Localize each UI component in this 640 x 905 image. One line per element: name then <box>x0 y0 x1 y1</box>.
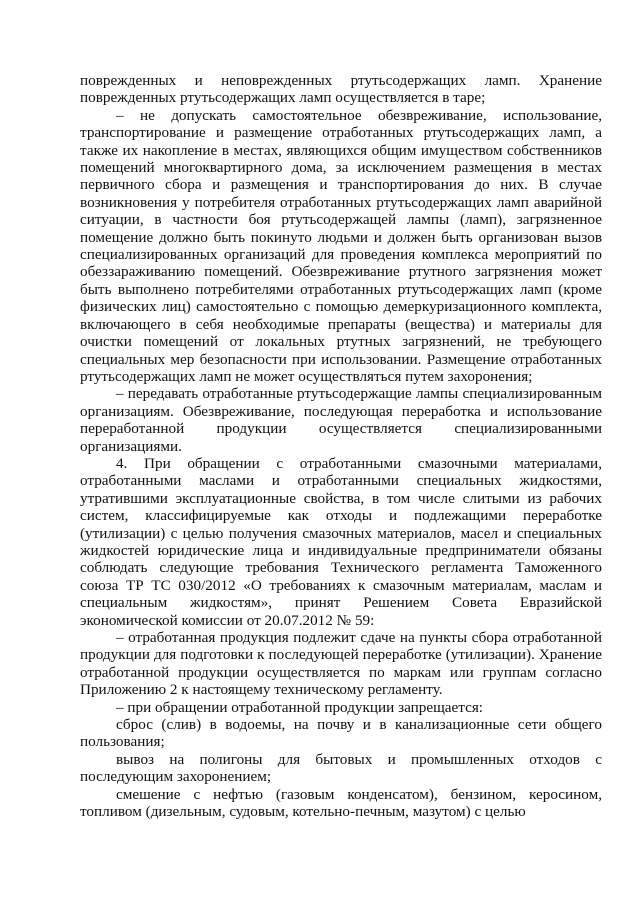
paragraph-landfill: вывоз на полигоны для бытовых и промышленных отходов с последующим захоронением; <box>80 750 602 786</box>
paragraph-prohibited-header: – при обращении отработанной продукции запрещается: <box>116 698 484 716</box>
document-page <box>80 72 602 820</box>
paragraph-discharge: сброс (слив) в водоемы, на почву и в канализационные сети общего пользования; <box>80 716 602 751</box>
paragraph-lamp-transfer: – передавать отработанные ртутьсодержащие лампы специализированным организациям. Обезвреживание, последующая переработка и использование переработанной продукции осуществляется специализированными организациями. <box>80 385 602 455</box>
paragraph-lamp-handling-prohibition: – не допускать самостоятельное обезвреживание, использование, транспортирование и размещение отработанных ртутьсодержащих ламп, а также их накопление в местах, являющихся общим имуществом собственников помещений многоквартирного дома, за исключением размещения в местах первичного сбора и размещения и транспортирования до них. В случае возникновения у потребителя отработанных ртутьсодержащих ламп аварийной ситуации, в частности боя ртутьсодержащей лампы (ламп), загрязненное помещение должно быть покинуто людьми и должен быть организован вызов специализированных организаций для проведения комплекса мероприятий по обеззараживанию помещений. Обезвреживание ртутного загрязнения может быть выполнено потребителями отработанных ртутьсодержащих ламп (кроме физических лиц) самостоятельно с помощью демеркуризационного комплекта, включающего в себя необходимые препараты (вещества) и материалы для очистки помещений от локальных ртутных загрязнений, не требующего специальных мер безопасности при использовании. Размещение отработанных ртутьсодержащих ламп не может осуществляться путем захоронения; <box>80 106 602 385</box>
paragraph-continuation: поврежденных и неповрежденных ртутьсодержащих ламп. Хранение поврежденных ртутьсодержащих ламп осуществляется в таре; <box>80 72 602 107</box>
paragraph-section-4: 4. При обращении с отработанными смазочными материалами, отработанными маслами и отработанными специальных жидкостями, утратившими эксплуатационные свойства, в том числе слитыми из рабочих систем, классифицируемые как отходы и подлежащими переработке (утилизации) с целью получения смазочных материалов, масел и специальных жидкостей юридические лица и индивидуальные предприниматели обязаны соблюдать следующие требования Технического регламента Таможенного союза ТР ТС 030/2012 «О требованиях к смазочным материалам, маслам и специальным жидкостям», принят Решением Совета Евразийской экономической комиссии от 20.07.2012 № 59: <box>80 454 602 629</box>
paragraph-mixing: смешение с нефтью (газовым конденсатом), бензином, керосином, топливом (дизельным, судовым, котельно-печным, мазутом) с целью <box>80 785 602 821</box>
paragraph-waste-delivery: – отработанная продукция подлежит сдаче на пункты сбора отработанной продукции для подготовки к последующей переработке (утилизации). Хранение отработанной продукции осуществляется по маркам или группам согласно Приложению 2 к настоящему техническому регламенту. <box>80 629 602 699</box>
